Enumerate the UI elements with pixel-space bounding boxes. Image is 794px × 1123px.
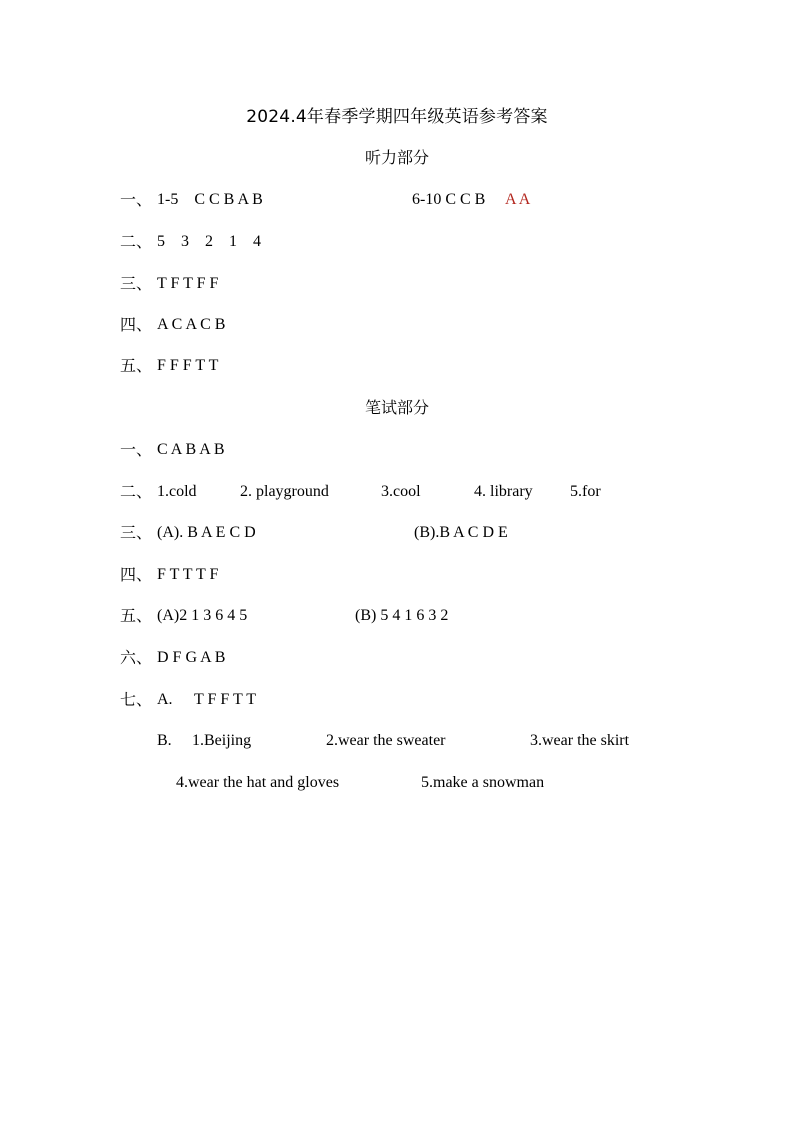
written-q7-b-item-5: 5.make a snowman bbox=[421, 774, 545, 791]
listening-q4-answer: A C A C B bbox=[157, 316, 226, 333]
listening-q1-answer-2-red: A A bbox=[505, 191, 531, 208]
written-q7-number: 七、 bbox=[120, 690, 153, 709]
written-q7-b-label: B. bbox=[157, 732, 172, 749]
written-q3-answer-b: (B).B A C D E bbox=[414, 524, 508, 541]
listening-q2-answer: 5 3 2 1 4 bbox=[157, 233, 261, 250]
listening-q4-number: 四、 bbox=[120, 315, 153, 334]
listening-q5-answer: F F F T T bbox=[157, 357, 219, 374]
written-q6-answer: D F G A B bbox=[157, 649, 226, 666]
written-q7-b-item-2: 2.wear the sweater bbox=[326, 732, 446, 749]
written-q2-item-4: 4. library bbox=[474, 483, 533, 500]
written-q4-number: 四、 bbox=[120, 565, 153, 584]
written-q5-answer-b: (B) 5 4 1 6 3 2 bbox=[355, 607, 449, 624]
listening-q3-answer: T F T F F bbox=[157, 275, 219, 292]
page-title: 2024.4年春季学期四年级英语参考答案 bbox=[246, 107, 548, 127]
written-q5-answer-a: (A)2 1 3 6 4 5 bbox=[157, 607, 248, 624]
written-q7-b-item-3: 3.wear the skirt bbox=[530, 732, 630, 749]
listening-q1-answer-1: 1-5 C C B A B bbox=[157, 191, 263, 208]
listening-q3-number: 三、 bbox=[120, 274, 153, 293]
written-q7-b-item-1: 1.Beijing bbox=[192, 732, 252, 749]
written-q2-number: 二、 bbox=[120, 482, 153, 501]
written-q3-number: 三、 bbox=[120, 523, 153, 542]
listening-q1-number: 一、 bbox=[120, 190, 153, 209]
written-q3-answer-a: (A). B A E C D bbox=[157, 524, 256, 541]
listening-q1-answer-2: 6-10 C C B bbox=[412, 191, 486, 208]
written-q2-item-2: 2. playground bbox=[240, 483, 329, 500]
written-q7-b-item-4: 4.wear the hat and gloves bbox=[176, 774, 340, 791]
written-q6-number: 六、 bbox=[120, 648, 153, 667]
written-q4-answer: F T T T F bbox=[157, 566, 219, 583]
listening-heading: 听力部分 bbox=[364, 148, 429, 167]
listening-q2-number: 二、 bbox=[120, 232, 153, 251]
written-heading: 笔试部分 bbox=[364, 398, 429, 417]
written-q2-item-5: 5.for bbox=[570, 483, 601, 500]
written-q2-item-3: 3.cool bbox=[381, 483, 421, 500]
written-q2-item-1: 1.cold bbox=[157, 483, 197, 500]
listening-q5-number: 五、 bbox=[120, 356, 153, 375]
written-q7-a-label: A. bbox=[157, 691, 173, 708]
written-q1-number: 一、 bbox=[120, 440, 153, 459]
written-q7-a-answer: T F F T T bbox=[194, 691, 256, 708]
written-q5-number: 五、 bbox=[120, 606, 153, 625]
written-q1-answer: C A B A B bbox=[157, 441, 225, 458]
